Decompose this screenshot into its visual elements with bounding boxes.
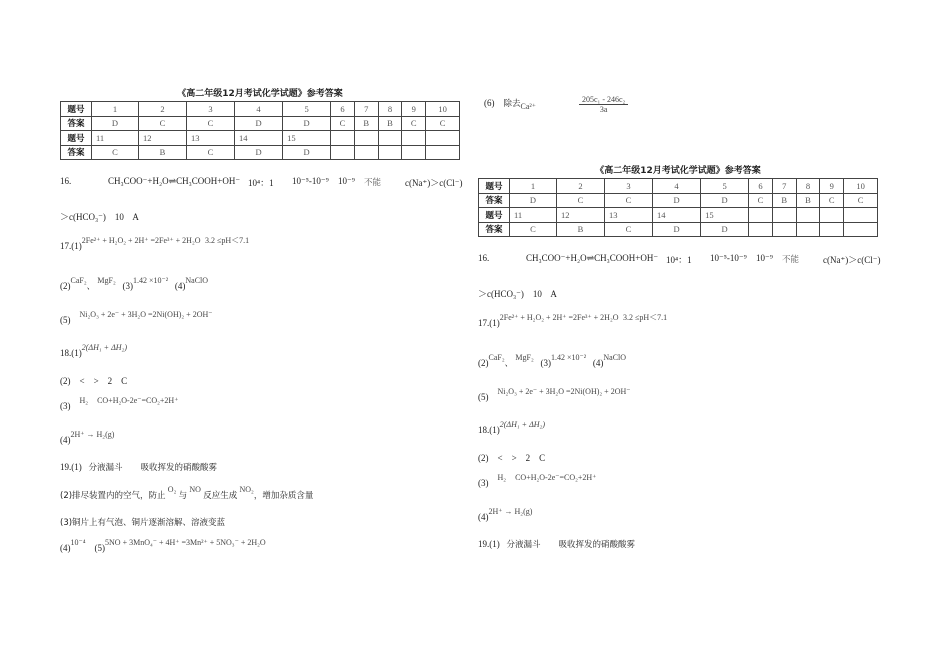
table-row bbox=[61, 145, 460, 160]
cell bbox=[844, 222, 878, 237]
question-number: 17. bbox=[60, 241, 72, 251]
answer-text: NaClO bbox=[185, 276, 209, 285]
answer-text: CaF₂ bbox=[488, 353, 505, 362]
answer-text: 与 bbox=[178, 491, 188, 501]
cell: D bbox=[283, 116, 331, 131]
part-label: (3) bbox=[122, 281, 133, 291]
answer-text: < > 2 C bbox=[497, 453, 546, 463]
cell: C bbox=[186, 116, 234, 131]
part-label: (5) bbox=[94, 543, 106, 553]
cell: C bbox=[556, 193, 604, 208]
row-header: 题号 bbox=[479, 179, 510, 194]
q19-line2 bbox=[60, 485, 314, 501]
cell bbox=[402, 131, 426, 146]
cell bbox=[426, 145, 460, 160]
cell: 9 bbox=[402, 102, 426, 117]
cell: 6 bbox=[331, 102, 355, 117]
cell: 7 bbox=[354, 102, 378, 117]
fraction-denominator: 3a bbox=[599, 105, 608, 114]
answer-text: < > 2 C bbox=[79, 376, 128, 386]
cell: B bbox=[354, 116, 378, 131]
equation: Ni₂O₃ + 2e⁻ + 3H₂O =2Ni(OH)₂ + 2OH⁻ bbox=[497, 387, 631, 396]
equation: Ni₂O₃ + 2e⁻ + 3H₂O =2Ni(OH)₂ + 2OH⁻ bbox=[79, 310, 213, 319]
q19-line1 bbox=[60, 461, 217, 473]
part-label: (1) bbox=[489, 425, 500, 435]
cell bbox=[844, 208, 878, 223]
cell: 13 bbox=[186, 131, 234, 146]
answer-text: A bbox=[132, 212, 139, 222]
cell: 14 bbox=[653, 208, 701, 223]
part-label: (6) bbox=[484, 98, 495, 108]
answer-text: ，增加杂质含量 bbox=[253, 491, 314, 501]
cell bbox=[749, 208, 773, 223]
equation: CH₃COO⁻+H₂O⇌CH₃COOH+OH⁻ bbox=[108, 176, 241, 186]
q17-line5 bbox=[60, 310, 213, 325]
part-label: (4) bbox=[174, 281, 186, 291]
q17-line1 bbox=[60, 236, 250, 252]
answer-text: 10 bbox=[114, 212, 124, 222]
part-label: (1) bbox=[71, 462, 82, 472]
cell: 11 bbox=[92, 131, 139, 146]
part-label: (1) bbox=[71, 348, 82, 358]
cell bbox=[331, 131, 355, 146]
page-title: 《高二年级12月考试化学试题》参考答案 bbox=[177, 89, 343, 99]
answer-table bbox=[60, 101, 460, 160]
q17-line5 bbox=[478, 387, 631, 402]
part-label: (1) bbox=[489, 539, 500, 549]
answer-text: MgF₂ bbox=[515, 353, 534, 362]
question-number: 18. bbox=[60, 348, 72, 358]
answer-text: 2(ΔH₁ + ΔH₂) bbox=[499, 420, 545, 429]
answer-text: 分液漏斗 bbox=[88, 463, 123, 473]
cell: B bbox=[556, 222, 604, 237]
ion-text: Ca²⁺ bbox=[520, 102, 537, 111]
table-row bbox=[61, 116, 460, 131]
answer-text: 除去 bbox=[503, 99, 521, 109]
formula: O₂ bbox=[167, 485, 177, 494]
cell bbox=[820, 222, 844, 237]
answer-text: 3.2 ≤pH＜7.1 bbox=[623, 313, 668, 322]
cell bbox=[772, 222, 796, 237]
separator: 、 bbox=[86, 282, 96, 292]
cell: D bbox=[235, 116, 283, 131]
part-label: (4) bbox=[60, 435, 71, 445]
cell: 4 bbox=[653, 179, 701, 194]
question-number: 17. bbox=[478, 318, 490, 328]
cell bbox=[772, 208, 796, 223]
separator: 、 bbox=[504, 359, 514, 369]
part-label: (3) bbox=[478, 478, 489, 488]
cell: 5 bbox=[701, 179, 749, 194]
answer-table bbox=[478, 178, 878, 237]
q18-line1 bbox=[478, 420, 545, 435]
part-label: (1) bbox=[489, 318, 500, 328]
answer-text: 10⁻⁵-10⁻⁹ bbox=[292, 176, 329, 186]
cell bbox=[796, 208, 820, 223]
answer-text: 1.42 ×10⁻² bbox=[133, 276, 169, 285]
equation: 2H⁺ → H₂(g) bbox=[488, 507, 533, 516]
table-row bbox=[479, 193, 878, 208]
cell: C bbox=[402, 116, 426, 131]
answer-column bbox=[478, 163, 888, 643]
row-header: 题号 bbox=[61, 131, 92, 146]
equation: 2Fe²⁺ + H₂O₂ + 2H⁺ =2Fe³⁺ + 2H₂O bbox=[81, 236, 201, 245]
cell bbox=[426, 131, 460, 146]
question-number: 18. bbox=[478, 425, 490, 435]
part-label: (2) bbox=[60, 281, 71, 291]
equation: CH₃COO⁻+H₂O⇌CH₃COOH+OH⁻ bbox=[526, 253, 659, 263]
answer-text: 10⁻⁴ bbox=[70, 538, 86, 547]
answer-text: CaF₂ bbox=[70, 276, 87, 285]
row-header: 答案 bbox=[61, 145, 92, 160]
cell: C bbox=[138, 116, 186, 131]
answer-column bbox=[60, 86, 470, 566]
equation: 2Fe²⁺ + H₂O₂ + 2H⁺ =2Fe³⁺ + 2H₂O bbox=[499, 313, 619, 322]
row-header: 题号 bbox=[61, 102, 92, 117]
row-header: 题号 bbox=[479, 208, 510, 223]
q17-line2 bbox=[478, 353, 627, 369]
answer-text: c(Na⁺)＞c(Cl⁻) bbox=[823, 255, 881, 265]
cell bbox=[402, 145, 426, 160]
row-header: 答案 bbox=[479, 193, 510, 208]
question-number: 16. bbox=[478, 253, 490, 263]
q16-line2 bbox=[478, 287, 557, 300]
q16-line2 bbox=[60, 210, 139, 223]
cell: 5 bbox=[283, 102, 331, 117]
cell: 14 bbox=[235, 131, 283, 146]
answer-text: MgF₂ bbox=[97, 276, 116, 285]
fraction-answer bbox=[579, 95, 628, 114]
answer-text: 10 bbox=[532, 289, 542, 299]
answer-text: (2)排尽装置内的空气，防止 bbox=[60, 491, 166, 501]
answer-text: 10⁻⁹ bbox=[338, 176, 355, 186]
cell bbox=[749, 222, 773, 237]
cell: D bbox=[283, 145, 331, 160]
answer-text: 不能 bbox=[364, 178, 382, 188]
q19-line1 bbox=[478, 538, 635, 550]
equation: 2H⁺ → H₂(g) bbox=[70, 430, 115, 439]
answer-text: H₂ bbox=[497, 473, 507, 482]
cell: C bbox=[844, 193, 878, 208]
part-label: (3) bbox=[60, 401, 71, 411]
answer-text: A bbox=[550, 289, 557, 299]
cell: 9 bbox=[820, 179, 844, 194]
q18-line3 bbox=[60, 396, 179, 411]
answer-text: H₂ bbox=[79, 396, 89, 405]
cell bbox=[378, 131, 402, 146]
q18-line4 bbox=[60, 430, 115, 445]
cell: 15 bbox=[701, 208, 749, 223]
cell: C bbox=[186, 145, 234, 160]
part-label: (5) bbox=[478, 392, 489, 402]
part-label: (2) bbox=[60, 376, 71, 386]
answer-text: 10⁴：1 bbox=[666, 255, 692, 265]
cell bbox=[331, 145, 355, 160]
cell: 12 bbox=[556, 208, 604, 223]
part-label: (4) bbox=[60, 543, 71, 553]
cell: 4 bbox=[235, 102, 283, 117]
q19-line3: (3)铜片上有气泡、铜片逐渐溶解、溶液变蓝 bbox=[60, 518, 226, 528]
cell: C bbox=[820, 193, 844, 208]
cell: 10 bbox=[844, 179, 878, 194]
answer-text: 吸收挥发的硝酸酸雾 bbox=[558, 540, 636, 550]
cell: 6 bbox=[749, 179, 773, 194]
part-label: (3) bbox=[540, 358, 551, 368]
cell: D bbox=[92, 116, 139, 131]
cell: C bbox=[510, 222, 557, 237]
equation: CO+H₂O-2e⁻=CO₂+2H⁺ bbox=[97, 396, 179, 405]
q17-line2 bbox=[60, 276, 209, 292]
answer-text: ＞c(HCO₃⁻) bbox=[478, 289, 524, 299]
cell bbox=[354, 131, 378, 146]
cell bbox=[796, 222, 820, 237]
question-number: 16. bbox=[60, 176, 72, 186]
answer-text: 吸收挥发的硝酸酸雾 bbox=[140, 463, 218, 473]
answer-text: 不能 bbox=[782, 255, 800, 265]
cell: 8 bbox=[378, 102, 402, 117]
cell: 3 bbox=[604, 179, 652, 194]
cell: D bbox=[653, 222, 701, 237]
cell: C bbox=[749, 193, 773, 208]
cell: 1 bbox=[92, 102, 139, 117]
q18-line1 bbox=[60, 343, 127, 358]
answer-text: 1.42 ×10⁻² bbox=[551, 353, 587, 362]
formula: NO₂ bbox=[239, 485, 254, 494]
cell: 2 bbox=[138, 102, 186, 117]
row-header: 答案 bbox=[479, 222, 510, 237]
cell: C bbox=[331, 116, 355, 131]
cell: D bbox=[701, 193, 749, 208]
cell: 2 bbox=[556, 179, 604, 194]
equation: CO+H₂O-2e⁻=CO₂+2H⁺ bbox=[515, 473, 597, 482]
answer-text: 10⁴：1 bbox=[248, 178, 274, 188]
answer-text: ＞c(HCO₃⁻) bbox=[60, 212, 106, 222]
answer-text: 3.2 ≤pH＜7.1 bbox=[205, 236, 250, 245]
cell: C bbox=[92, 145, 139, 160]
q16-line1 bbox=[478, 253, 881, 265]
answer-text: NaClO bbox=[603, 353, 627, 362]
part-label: (4) bbox=[478, 512, 489, 522]
cell: D bbox=[235, 145, 283, 160]
part-label: (2) bbox=[478, 453, 489, 463]
q16-line1 bbox=[60, 176, 463, 188]
answer-text: 2(ΔH₁ + ΔH₂) bbox=[81, 343, 127, 352]
answer-text: 10⁻⁵-10⁻⁹ bbox=[710, 253, 747, 263]
cell: 13 bbox=[604, 208, 652, 223]
table-row bbox=[61, 131, 460, 146]
part-label: (2) bbox=[478, 358, 489, 368]
answer-text: 分液漏斗 bbox=[506, 540, 541, 550]
cell: D bbox=[510, 193, 557, 208]
fraction-numerator: 205c₁ - 246c₂ bbox=[579, 95, 628, 105]
q17-part6 bbox=[484, 95, 626, 114]
answer-text: 10⁻⁹ bbox=[756, 253, 773, 263]
answer-text: c(Na⁺)＞c(Cl⁻) bbox=[405, 178, 463, 188]
part-label: (4) bbox=[592, 358, 604, 368]
cell: 3 bbox=[186, 102, 234, 117]
cell: B bbox=[796, 193, 820, 208]
q18-line2 bbox=[478, 453, 545, 463]
cell: D bbox=[701, 222, 749, 237]
row-header: 答案 bbox=[61, 116, 92, 131]
cell: C bbox=[604, 222, 652, 237]
cell: C bbox=[426, 116, 460, 131]
question-number: 19. bbox=[478, 539, 490, 549]
q19-line4 bbox=[60, 538, 266, 553]
cell bbox=[378, 145, 402, 160]
table-row bbox=[479, 222, 878, 237]
part-label: (1) bbox=[71, 241, 82, 251]
page-title: 《高二年级12月考试化学试题》参考答案 bbox=[595, 166, 761, 176]
cell: B bbox=[138, 145, 186, 160]
cell bbox=[820, 208, 844, 223]
part-label: (5) bbox=[60, 315, 71, 325]
cell: C bbox=[604, 193, 652, 208]
cell: B bbox=[772, 193, 796, 208]
table-row bbox=[61, 102, 460, 117]
cell: 12 bbox=[138, 131, 186, 146]
cell: 15 bbox=[283, 131, 331, 146]
q17-line1 bbox=[478, 313, 668, 329]
cell: 1 bbox=[510, 179, 557, 194]
cell bbox=[354, 145, 378, 160]
formula: NO bbox=[189, 485, 201, 494]
cell: B bbox=[378, 116, 402, 131]
q18-line4 bbox=[478, 507, 533, 522]
table-row bbox=[479, 208, 878, 223]
cell: 11 bbox=[510, 208, 557, 223]
cell: 8 bbox=[796, 179, 820, 194]
q18-line3 bbox=[478, 473, 597, 488]
question-number: 19. bbox=[60, 462, 72, 472]
cell: 7 bbox=[772, 179, 796, 194]
answer-text: 反应生成 bbox=[203, 491, 238, 501]
q18-line2 bbox=[60, 376, 127, 386]
equation: 5NO + 3MnO₄⁻ + 4H⁺ =3Mn²⁺ + 5NO₃⁻ + 2H₂O bbox=[105, 538, 266, 547]
cell: D bbox=[653, 193, 701, 208]
table-row bbox=[479, 179, 878, 194]
cell: 10 bbox=[426, 102, 460, 117]
